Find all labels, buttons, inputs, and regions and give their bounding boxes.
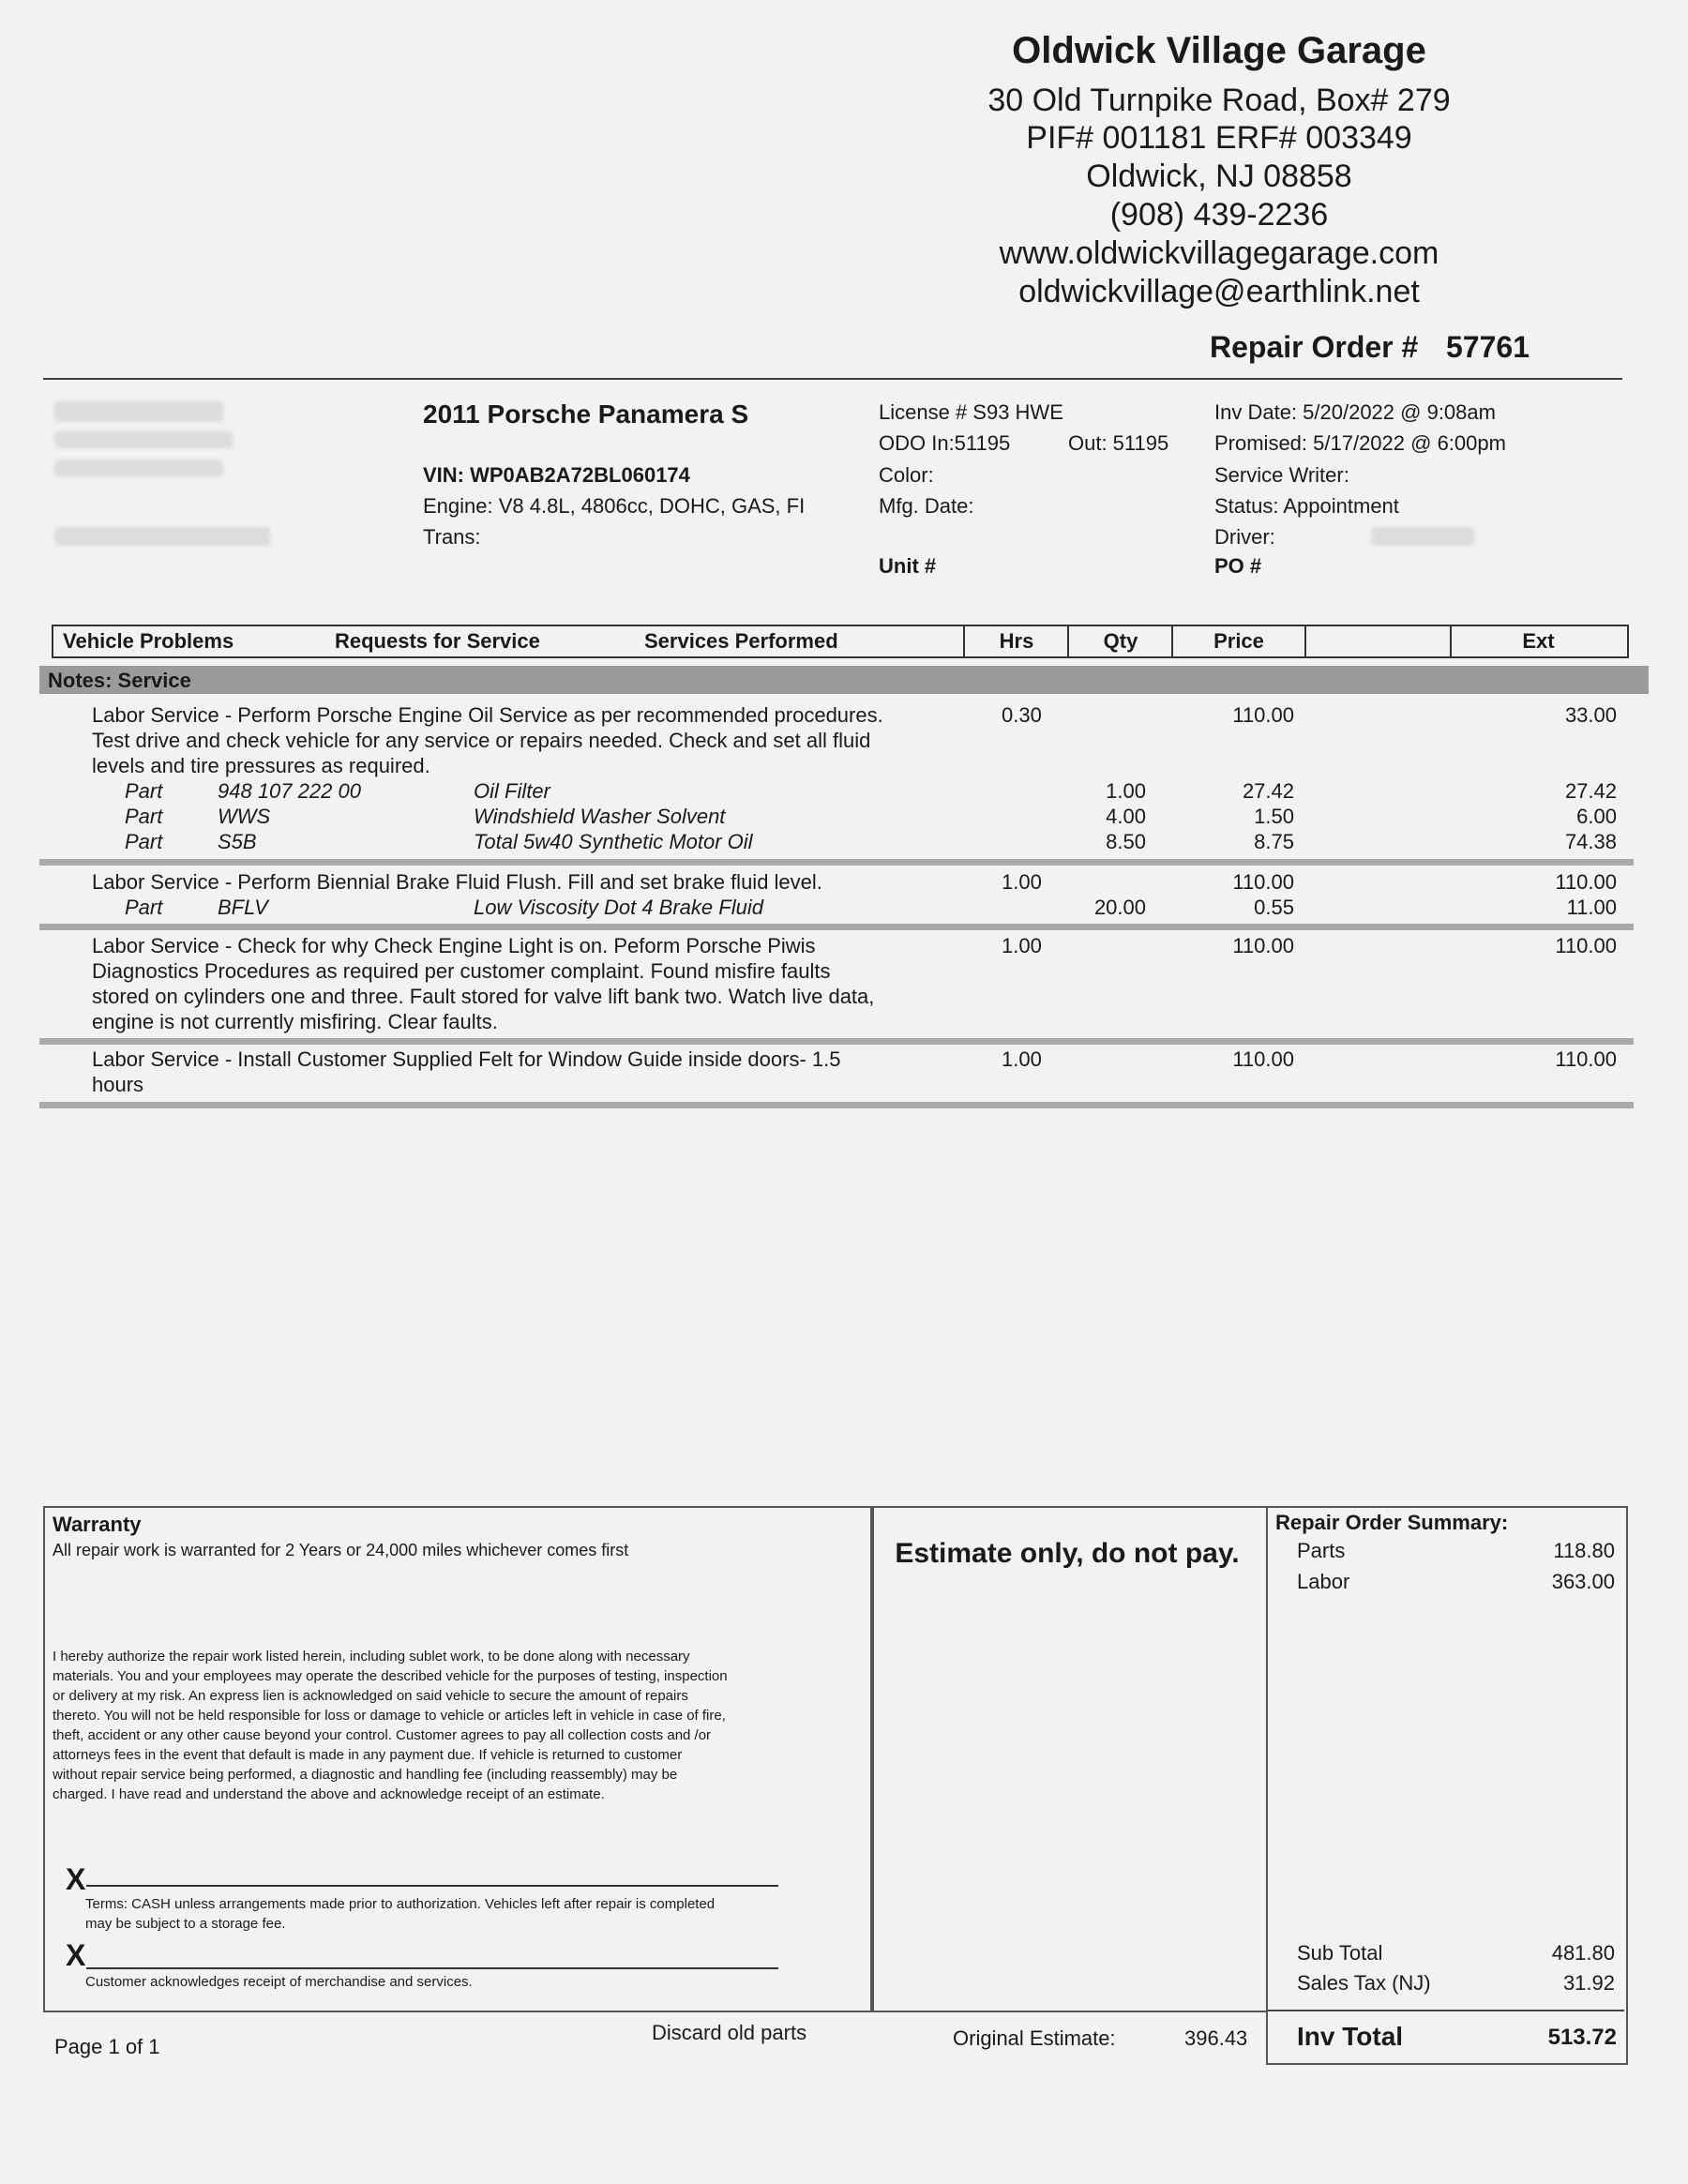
job-4-ext: 110.00 bbox=[1555, 1047, 1617, 1071]
repair-order-number: 57761 bbox=[1446, 330, 1530, 364]
summary-title: Repair Order Summary: bbox=[1275, 1511, 1509, 1534]
service-writer: Service Writer: bbox=[1214, 463, 1349, 487]
invoice-total-value: 513.72 bbox=[1547, 2025, 1617, 2050]
job-3-ext: 110.00 bbox=[1555, 934, 1617, 957]
job-3-labor-line: engine is not currently misfiring. Clear faults. bbox=[92, 1010, 498, 1033]
job-1-labor-line: Labor Service - Perform Porsche Engine Oil Service as per recommended procedures. bbox=[92, 703, 883, 727]
col-services-performed: Services Performed bbox=[644, 629, 838, 653]
subtotal-value: 481.80 bbox=[1551, 1941, 1615, 1965]
estimate-notice: Estimate only, do not pay. bbox=[895, 1538, 1240, 1569]
job-4-labor-line: Labor Service - Install Customer Supplied Felt for Window Guide inside doors- 1.5 bbox=[92, 1047, 841, 1071]
redacted-customer-phone bbox=[54, 527, 270, 546]
job-2-hrs: 1.00 bbox=[1002, 870, 1042, 894]
job-separator bbox=[39, 1038, 1634, 1045]
part-label: Part bbox=[125, 896, 163, 919]
vehicle-trans: Trans: bbox=[423, 525, 481, 549]
job-3-labor-line: Labor Service - Check for why Check Engine Light is on. Peform Porsche Piwis bbox=[92, 934, 816, 957]
redacted-driver-name bbox=[1371, 527, 1474, 546]
job-1-ext: 33.00 bbox=[1564, 703, 1617, 727]
header-divider bbox=[43, 378, 1622, 380]
redacted-customer-name bbox=[54, 401, 223, 422]
vehicle-vin: VIN: WP0AB2A72BL060174 bbox=[423, 463, 690, 487]
job-1-labor-line: Test drive and check vehicle for any service or repairs needed. Check and set all fluid bbox=[92, 729, 871, 752]
unit-number: Unit # bbox=[879, 554, 937, 578]
vehicle-title: 2011 Porsche Panamera S bbox=[423, 399, 749, 429]
part-number: BFLV bbox=[218, 896, 268, 919]
part-label: Part bbox=[125, 830, 163, 853]
part-ext: 6.00 bbox=[1576, 805, 1617, 828]
job-separator bbox=[39, 1102, 1634, 1108]
part-number: 948 107 222 00 bbox=[218, 779, 361, 803]
terms-line: may be subject to a storage fee. bbox=[85, 1916, 286, 1932]
col-price: Price bbox=[1213, 629, 1264, 653]
authorization-line: materials. You and your employees may operate the described vehicle for the purposes of testing, inspection bbox=[53, 1668, 728, 1684]
col-divider bbox=[1304, 626, 1306, 656]
summary-labor-value: 363.00 bbox=[1551, 1570, 1615, 1593]
job-2-labor-line: Labor Service - Perform Biennial Brake Fluid Flush. Fill and set brake fluid level. bbox=[92, 870, 822, 894]
garage-email[interactable]: oldwickvillage@earthlink.net bbox=[1018, 274, 1420, 309]
col-ext: Ext bbox=[1522, 629, 1555, 653]
line-items-header bbox=[52, 625, 1629, 658]
notes-label: Notes: Service bbox=[48, 669, 191, 692]
warranty-title: Warranty bbox=[53, 1513, 142, 1536]
authorization-line: I hereby authorize the repair work listed herein, including sublet work, to be done along with necessary bbox=[53, 1649, 690, 1664]
part-price: 1.50 bbox=[1254, 805, 1294, 828]
redacted-customer-city bbox=[54, 459, 223, 476]
page-number: Page 1 of 1 bbox=[54, 2035, 160, 2058]
authorization-line: thereto. You will not be held responsible for loss or damage to vehicle or articles left in vehicle in case of fire, bbox=[53, 1708, 726, 1724]
discard-old-parts: Discard old parts bbox=[652, 2021, 807, 2044]
manufacture-date: Mfg. Date: bbox=[879, 494, 974, 518]
garage-website[interactable]: www.oldwickvillagegarage.com bbox=[999, 235, 1439, 271]
part-qty: 1.00 bbox=[1106, 779, 1146, 803]
authorization-line: without repair service being performed, a diagnostic and handling fee (including reassembly) may be bbox=[53, 1767, 678, 1783]
job-3-hrs: 1.00 bbox=[1002, 934, 1042, 957]
job-4-price: 110.00 bbox=[1232, 1047, 1294, 1071]
part-description: Total 5w40 Synthetic Motor Oil bbox=[474, 830, 753, 853]
job-2-ext: 110.00 bbox=[1555, 870, 1617, 894]
authorization-line: attorneys fees in the event that default is made in any payment due. If vehicle is returned to customer bbox=[53, 1747, 683, 1763]
col-qty: Qty bbox=[1103, 629, 1138, 653]
job-1-price: 110.00 bbox=[1232, 703, 1294, 727]
part-price: 27.42 bbox=[1242, 779, 1294, 803]
invoice-date: Inv Date: 5/20/2022 @ 9:08am bbox=[1214, 400, 1496, 424]
part-number: WWS bbox=[218, 805, 271, 828]
license-number: License # S93 HWE bbox=[879, 400, 1063, 424]
part-ext: 74.38 bbox=[1564, 830, 1617, 853]
order-status: Status: Appointment bbox=[1214, 494, 1399, 518]
subtotal-label: Sub Total bbox=[1297, 1941, 1383, 1965]
summary-total-divider bbox=[1268, 2010, 1624, 2011]
authorization-line: or delivery at my risk. An express lien is acknowledged on said vehicle to secure the amount of repairs bbox=[53, 1688, 688, 1704]
part-qty: 4.00 bbox=[1106, 805, 1146, 828]
vehicle-engine: Engine: V8 4.8L, 4806cc, DOHC, GAS, FI bbox=[423, 494, 806, 518]
col-requests-for-service: Requests for Service bbox=[335, 629, 540, 653]
col-vehicle-problems: Vehicle Problems bbox=[63, 629, 234, 653]
vehicle-color: Color: bbox=[879, 463, 934, 487]
part-label: Part bbox=[125, 805, 163, 828]
driver: Driver: bbox=[1214, 525, 1275, 549]
part-description: Windshield Washer Solvent bbox=[474, 805, 726, 828]
job-4-hrs: 1.00 bbox=[1002, 1047, 1042, 1071]
original-estimate-value: 396.43 bbox=[1184, 2026, 1248, 2050]
garage-name: Oldwick Village Garage bbox=[1012, 30, 1426, 71]
authorization-line: theft, accident or any other cause beyond your control. Customer agrees to pay all collection costs and /or bbox=[53, 1727, 712, 1743]
garage-phone: (908) 439-2236 bbox=[1109, 197, 1329, 233]
redacted-customer-address bbox=[54, 431, 233, 448]
part-label: Part bbox=[125, 779, 163, 803]
signature-line-authorization[interactable] bbox=[86, 1885, 778, 1887]
sales-tax-value: 31.92 bbox=[1562, 1971, 1615, 1995]
summary-parts-value: 118.80 bbox=[1553, 1539, 1615, 1562]
garage-city-state: Oldwick, NJ 08858 bbox=[1086, 158, 1352, 194]
summary-parts-label: Parts bbox=[1297, 1539, 1346, 1562]
invoice-total-label: Inv Total bbox=[1297, 2022, 1404, 2051]
job-2-price: 110.00 bbox=[1232, 870, 1294, 894]
part-qty: 20.00 bbox=[1093, 896, 1146, 919]
estimate-panel bbox=[870, 1506, 1268, 2012]
part-price: 0.55 bbox=[1254, 896, 1294, 919]
repair-order-label: Repair Order # bbox=[1210, 330, 1419, 364]
job-3-price: 110.00 bbox=[1232, 934, 1294, 957]
signature-x-authorization: X bbox=[66, 1862, 86, 1896]
job-1-hrs: 0.30 bbox=[1002, 703, 1042, 727]
acknowledge-text: Customer acknowledges receipt of merchandise and services. bbox=[85, 1974, 473, 1990]
job-4-labor-line: hours bbox=[92, 1073, 144, 1096]
job-3-labor-line: stored on cylinders one and three. Fault stored for valve lift bank two. Watch live data, bbox=[92, 985, 875, 1008]
promised-date: Promised: 5/17/2022 @ 6:00pm bbox=[1214, 431, 1506, 455]
odometer-in: ODO In:51195 bbox=[879, 431, 1011, 455]
job-3-labor-line: Diagnostics Procedures as required per customer complaint. Found misfire faults bbox=[92, 959, 831, 983]
original-estimate-label: Original Estimate: bbox=[953, 2026, 1116, 2050]
part-qty: 8.50 bbox=[1106, 830, 1146, 853]
col-hrs: Hrs bbox=[999, 629, 1034, 653]
garage-address: 30 Old Turnpike Road, Box# 279 bbox=[987, 83, 1451, 118]
authorization-line: charged. I have read and understand the above and acknowledge receipt of an estimate. bbox=[53, 1786, 605, 1802]
part-ext: 27.42 bbox=[1564, 779, 1617, 803]
po-number: PO # bbox=[1214, 554, 1262, 578]
warranty-text: All repair work is warranted for 2 Years or 24,000 miles whichever comes first bbox=[53, 1541, 629, 1559]
sales-tax-label: Sales Tax (NJ) bbox=[1297, 1971, 1431, 1995]
odometer-out: Out: 51195 bbox=[1068, 431, 1169, 455]
job-1-labor-line: levels and tire pressures as required. bbox=[92, 754, 430, 777]
garage-licenses: PIF# 001181 ERF# 003349 bbox=[1026, 120, 1412, 156]
part-price: 8.75 bbox=[1254, 830, 1294, 853]
summary-labor-label: Labor bbox=[1297, 1570, 1350, 1593]
job-separator bbox=[39, 859, 1634, 866]
part-description: Oil Filter bbox=[474, 779, 550, 803]
part-ext: 11.00 bbox=[1566, 896, 1617, 919]
notes-bar bbox=[39, 666, 1649, 694]
signature-line-acknowledge[interactable] bbox=[86, 1967, 778, 1969]
job-separator bbox=[39, 924, 1634, 930]
terms-line: Terms: CASH unless arrangements made prior to authorization. Vehicles left after repair is completed bbox=[85, 1896, 716, 1912]
part-number: S5B bbox=[218, 830, 257, 853]
signature-x-acknowledge: X bbox=[66, 1938, 86, 1972]
part-description: Low Viscosity Dot 4 Brake Fluid bbox=[474, 896, 763, 919]
